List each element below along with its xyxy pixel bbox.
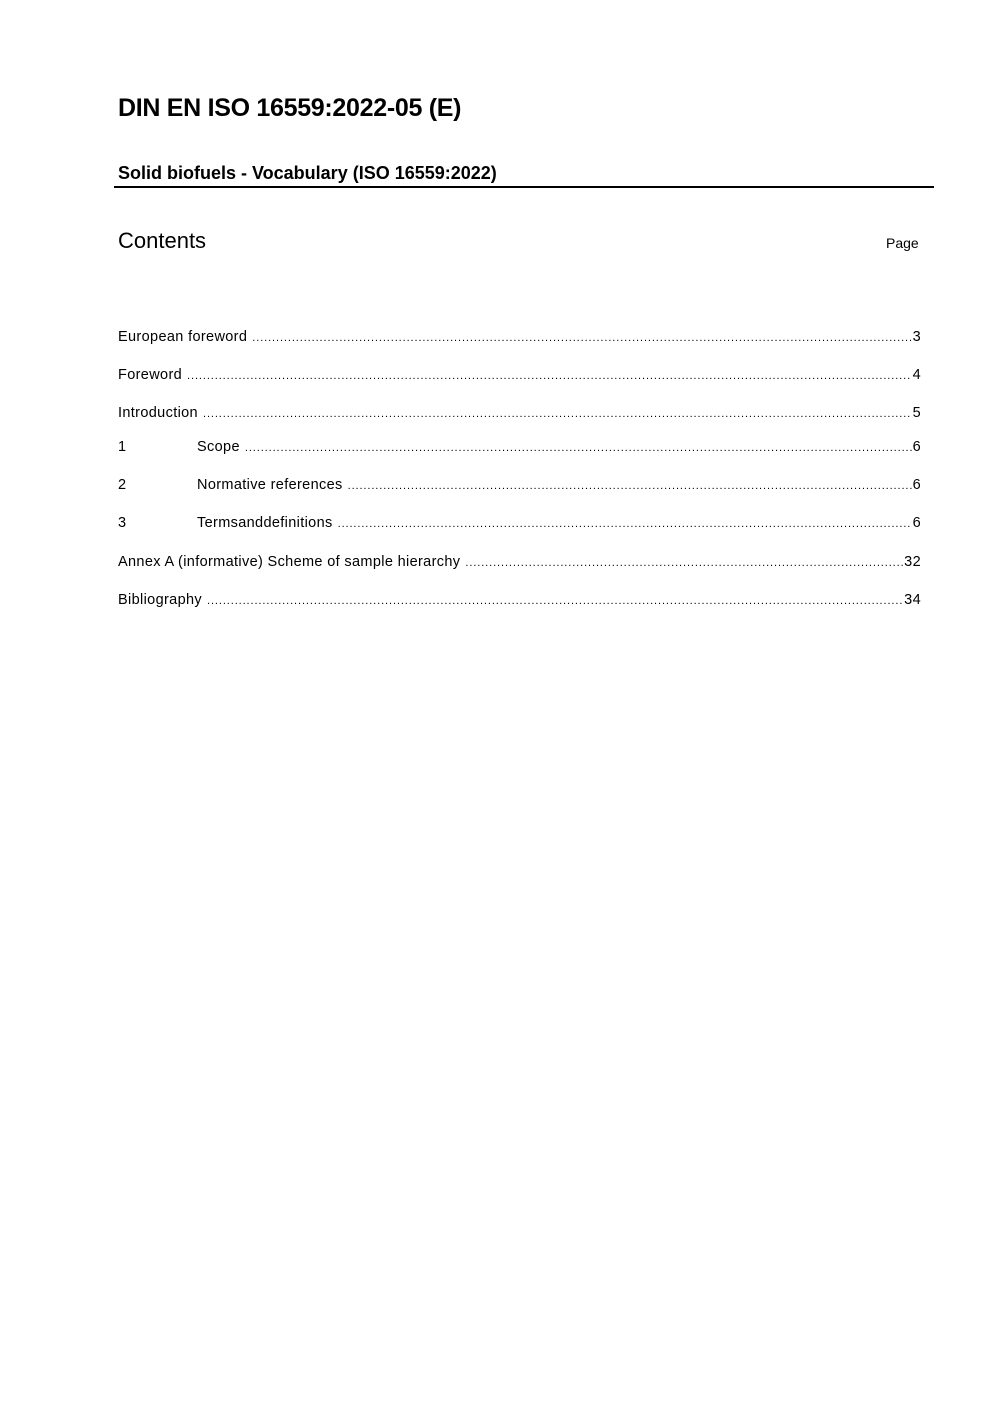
toc-entry-title: Termsanddefinitions (197, 515, 333, 531)
toc-entry-foreword[interactable] (118, 365, 921, 385)
toc-entry-terms-and-definitions[interactable] (118, 513, 921, 533)
toc-entry-page: 34 (904, 592, 921, 608)
toc-entry-title: Foreword (118, 367, 183, 383)
toc-entry-title: Scope (197, 439, 240, 455)
toc-entry-number: 3 (118, 515, 127, 531)
toc-dot-leader (465, 553, 903, 573)
toc-dot-leader (203, 404, 912, 424)
toc-entry-page: 5 (912, 405, 921, 421)
toc-dot-leader (207, 591, 903, 611)
toc-dot-leader (338, 514, 912, 534)
toc-dot-leader (187, 366, 912, 386)
title-divider (114, 186, 934, 188)
document-subtitle: Solid biofuels - Vocabulary (ISO 16559:2022) (118, 163, 497, 183)
toc-entry-annex-a[interactable] (118, 552, 921, 572)
document-id: DIN EN ISO 16559:2022-05 (E) (118, 94, 462, 122)
toc-entry-scope[interactable] (118, 437, 921, 457)
toc-entry-page: 4 (912, 367, 921, 383)
toc-entry-title: Normative references (197, 477, 343, 493)
toc-dot-leader (245, 438, 912, 458)
page-column-label: Page (886, 235, 919, 251)
toc-dot-leader (252, 328, 911, 348)
toc-entry-page: 32 (904, 554, 921, 570)
toc-entry-page: 3 (912, 329, 921, 345)
toc-entry-introduction[interactable] (118, 403, 921, 423)
toc-dot-leader (348, 476, 912, 496)
toc-entry-number: 1 (118, 439, 127, 455)
toc-entry-title: Bibliography (118, 592, 202, 608)
toc-entry-title: European foreword (118, 329, 248, 345)
toc-entry-page: 6 (912, 439, 921, 455)
toc-entry-bibliography[interactable] (118, 590, 921, 610)
toc-entry-title: Annex A (informative) Scheme of sample hierarchy (118, 554, 461, 570)
toc-entry-european-foreword[interactable] (118, 327, 921, 347)
toc-entry-page: 6 (912, 477, 921, 493)
toc-entry-normative-references[interactable] (118, 475, 921, 495)
contents-heading: Contents (118, 228, 207, 253)
toc-entry-number: 2 (118, 477, 127, 493)
toc-entry-title: Introduction (118, 405, 198, 421)
toc-entry-page: 6 (912, 515, 921, 531)
